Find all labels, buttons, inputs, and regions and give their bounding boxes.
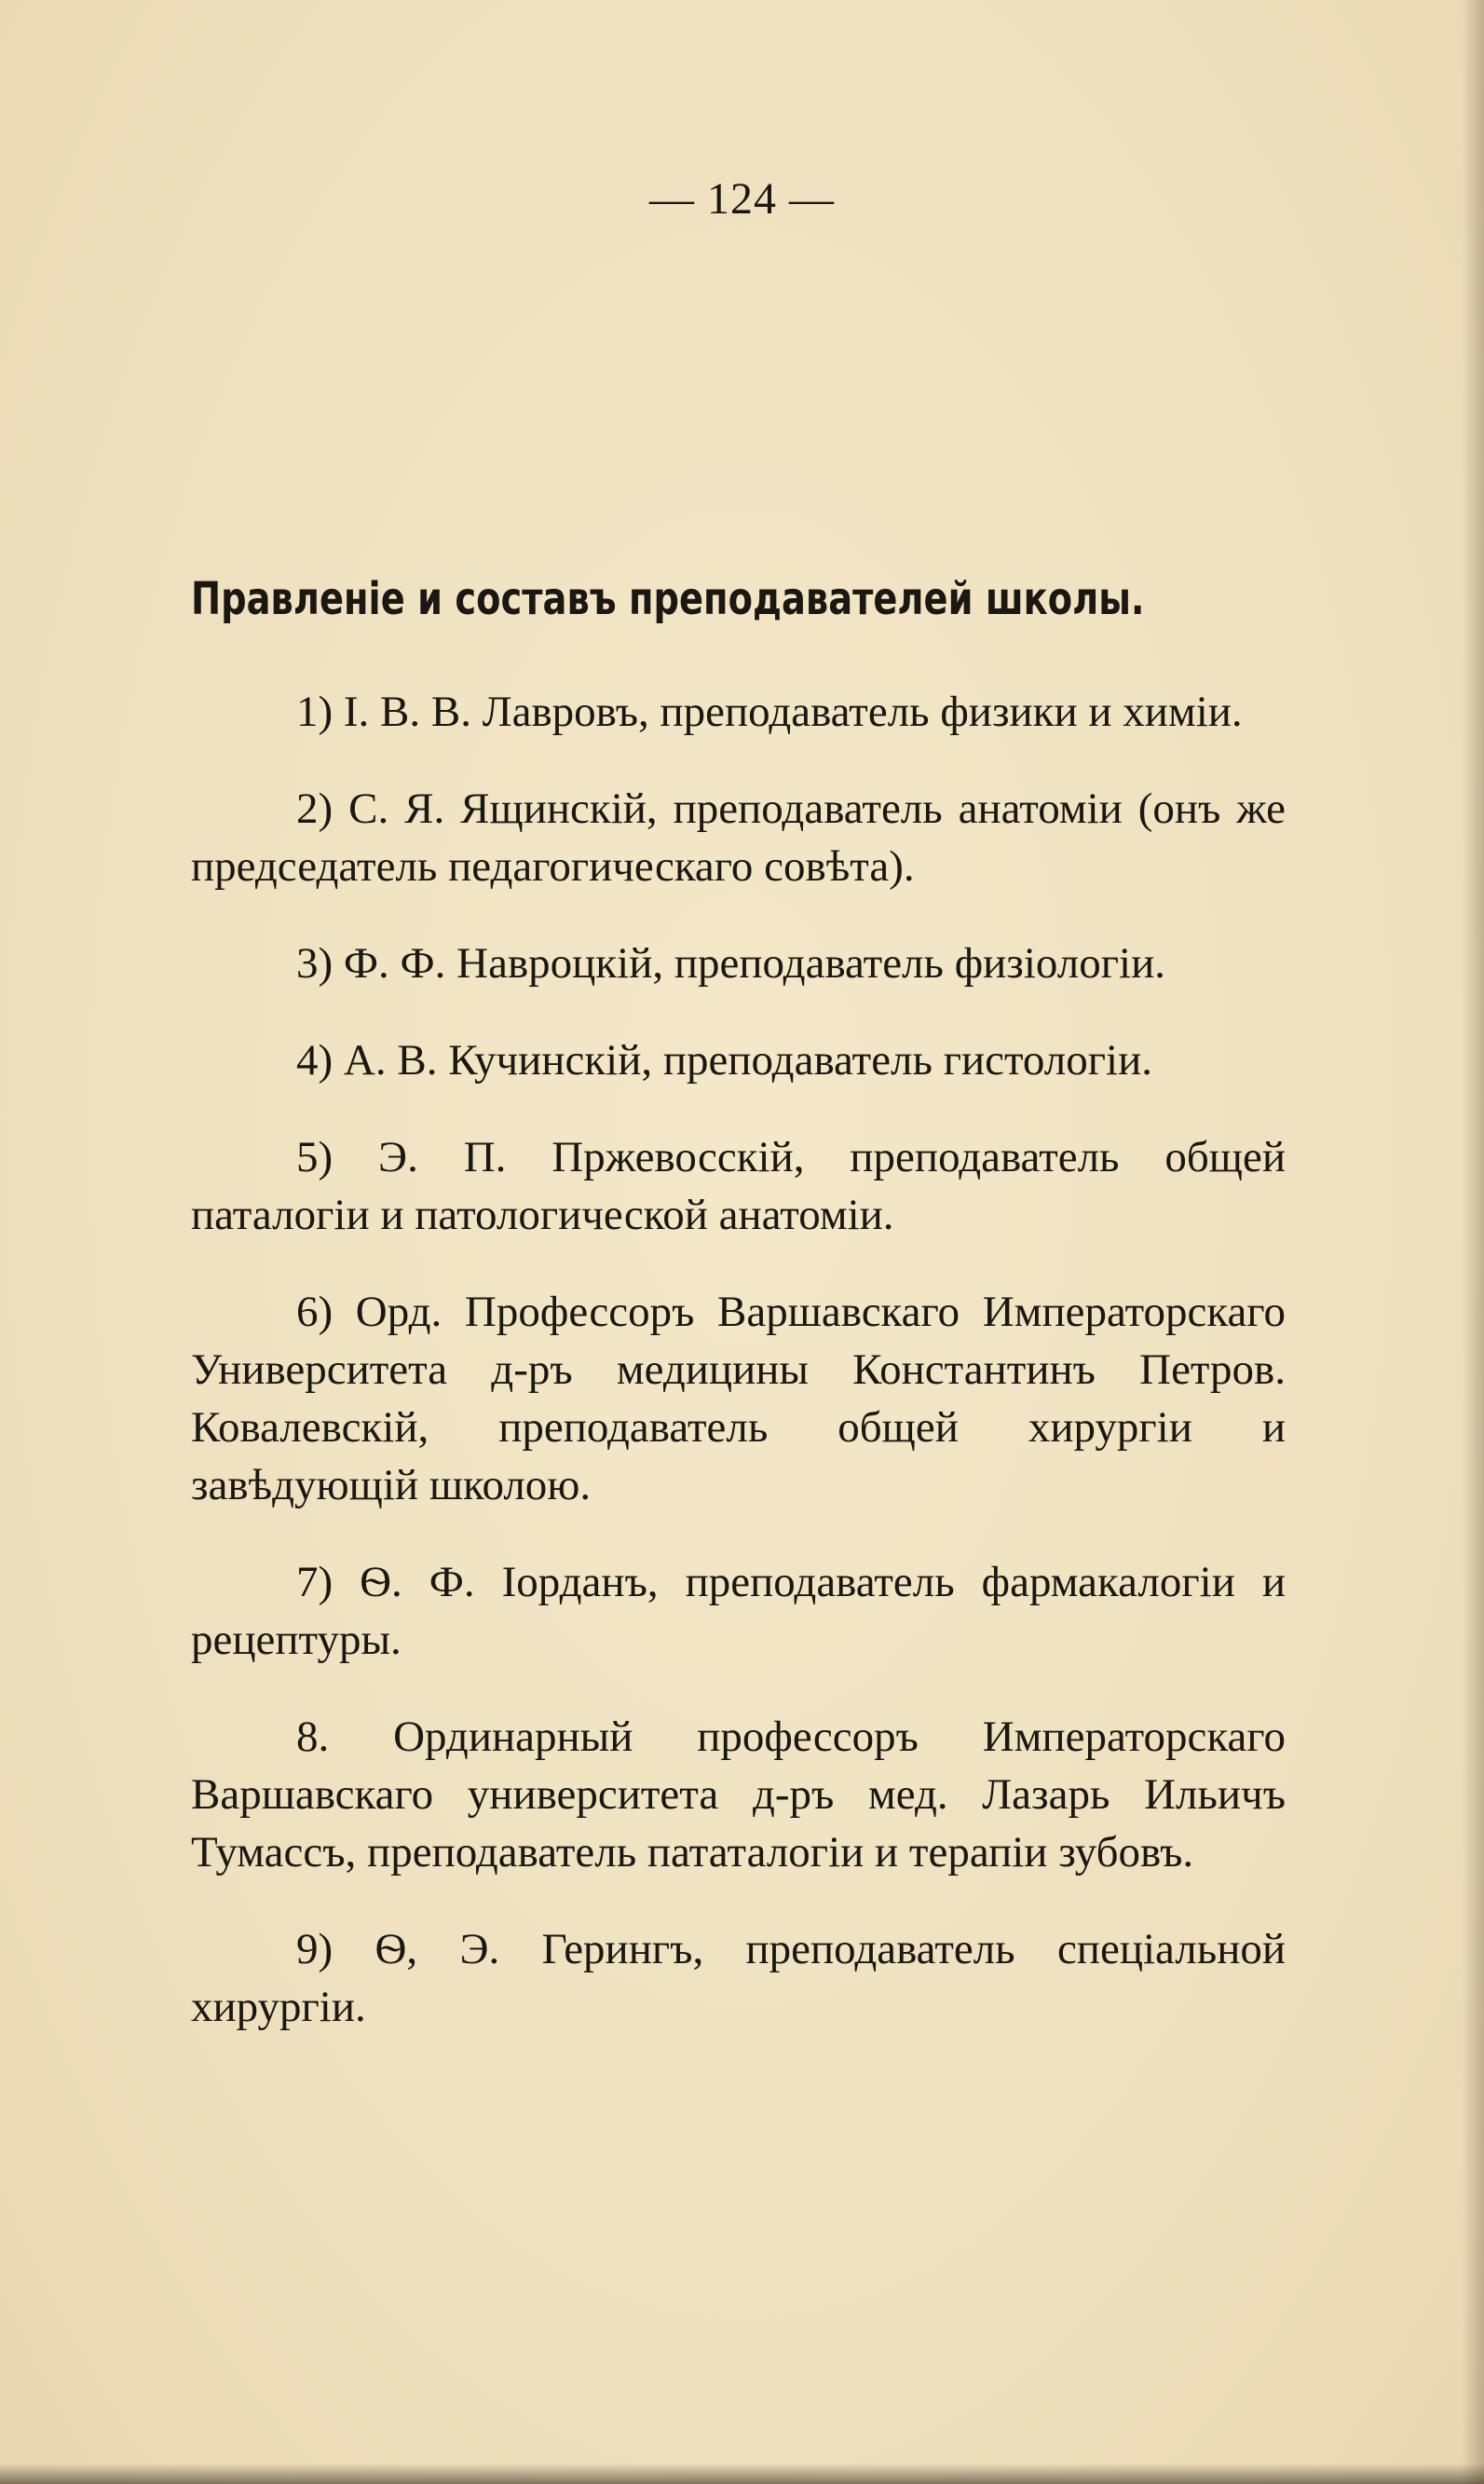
section-heading: Правленіе и составъ преподавателей школы. (191, 573, 1145, 625)
staff-entry-9: 9) Ѳ, Э. Герингъ, преподаватель спеціальной хирургіи. (191, 1925, 1286, 2031)
page-bottom-shadow (0, 2464, 1484, 2484)
staff-list (191, 683, 1286, 2075)
staff-entry-7: 7) Ѳ. Ф. Іорданъ, преподаватель фармакалогіи и рецептуры. (191, 1558, 1286, 1664)
staff-entry-6: 6) Орд. Профессоръ Варшавскаго Императорскаго Университета д-ръ медицины Константинъ Петров. Ковалевскій, преподаватель общей хирургіи и завѣдующій школою. (191, 1288, 1286, 1509)
staff-entry-2: 2) С. Я. Ящинскій, преподаватель анатоміи (онъ же председатель педагогическаго совѣта). (191, 785, 1286, 891)
staff-entry-5: 5) Э. П. Пржевосскій, преподаватель общей паталогіи и патологической анатоміи. (191, 1133, 1286, 1239)
page-edge-shadow (1462, 0, 1484, 2484)
page-number: — 124 — (649, 174, 835, 224)
staff-entry-4: 4) А. В. Кучинскій, преподаватель гистологіи. (296, 1036, 1152, 1085)
staff-entry-1: 1) I. В. В. Лавровъ, преподаватель физики и химіи. (296, 688, 1243, 736)
staff-entry-3: 3) Ф. Ф. Навроцкій, преподаватель физіологіи. (296, 939, 1166, 988)
staff-entry-8: 8. Ординарный профессоръ Императорскаго Варшавскаго университета д-ръ мед. Лазарь Ильичъ Тумассъ, преподаватель пататалогіи и терапіи зубовъ. (191, 1713, 1286, 1877)
